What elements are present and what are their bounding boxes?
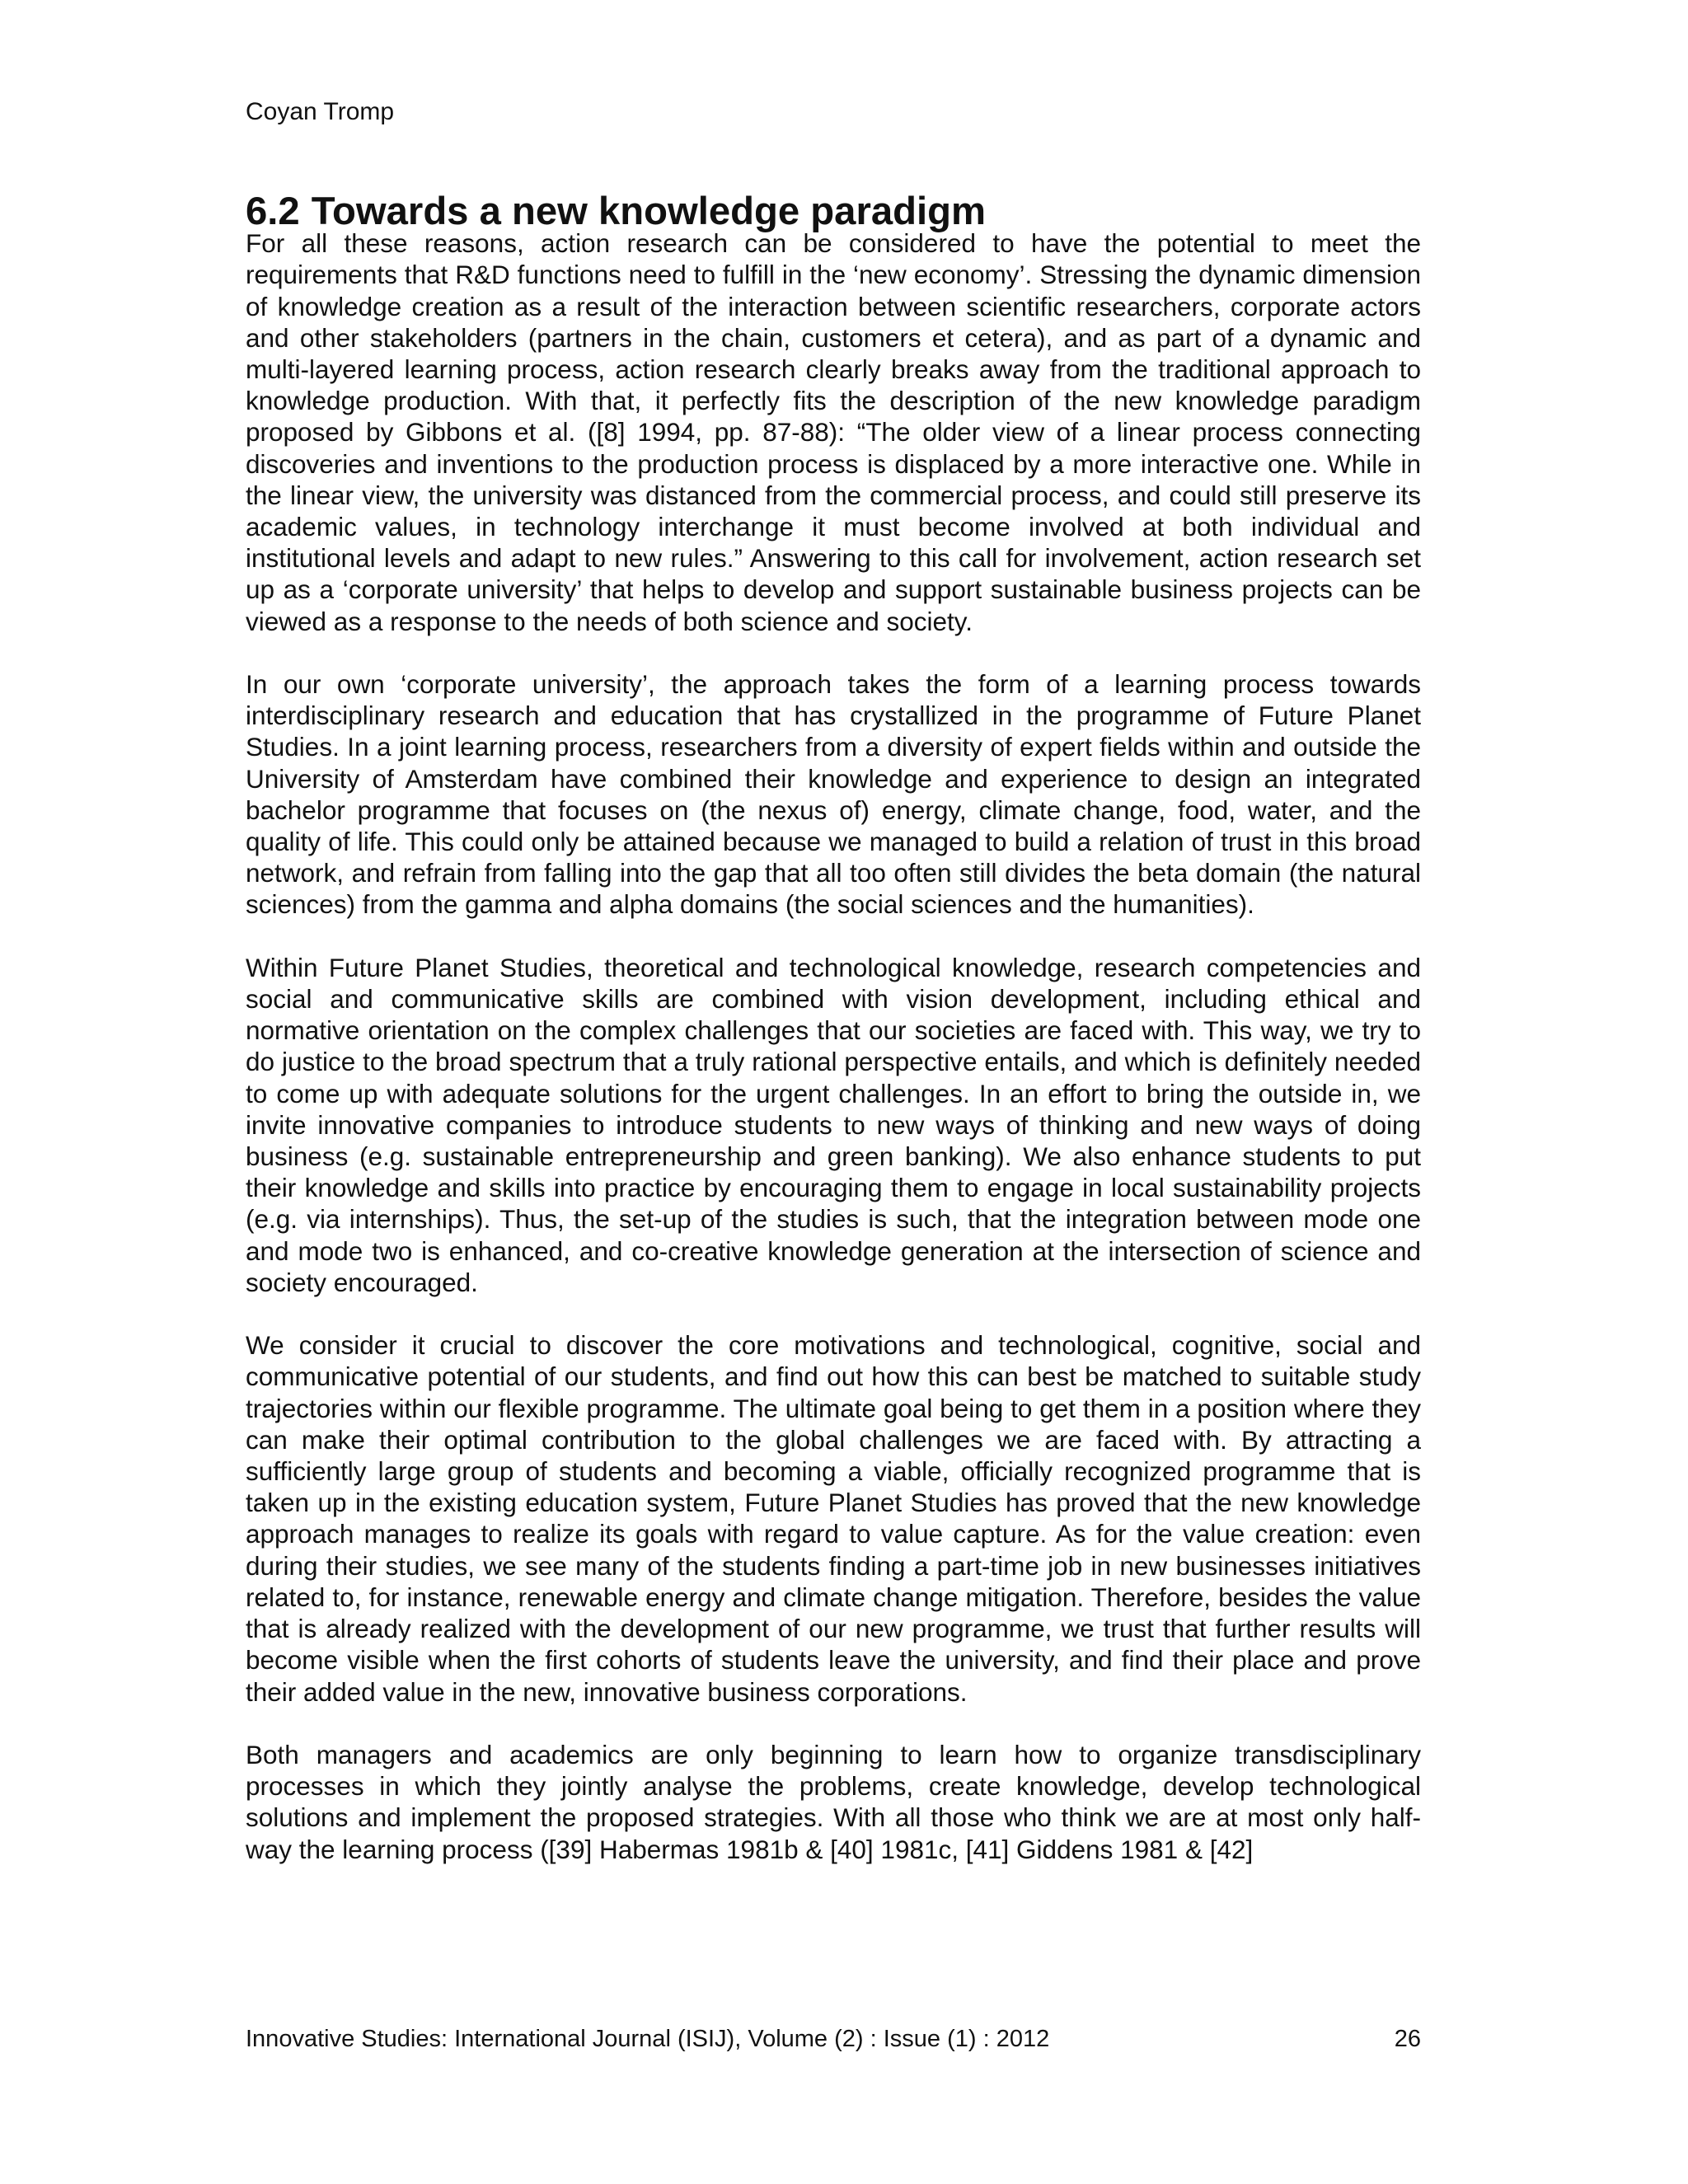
article-body bbox=[246, 190, 1421, 1896]
section-heading bbox=[246, 190, 1421, 233]
paragraph: Both managers and academics are only beginning to learn how to organize transdisciplinary processes in which they jointly analyse the problems, create knowledge, develop technological solutions and implement the proposed strategies. With all those who think we are at most only half-way the learning process ([39] Habermas 1981b & [40] 1981c, [41] Giddens 1981 & [42] bbox=[246, 1739, 1421, 1864]
page-footer bbox=[246, 2024, 1421, 2054]
paragraph: Within Future Planet Studies, theoretical and technological knowledge, research competencies and social and communicative skills are combined with vision development, including ethical and normative orientation on the complex challenges that our societies are faced with. This way, we try to do justice to the broad spectrum that a truly rational perspective entails, and which is definitely needed to come up with adequate solutions for the urgent challenges. In an effort to bring the outside in, we invite innovative companies to introduce students to new ways of thinking and new ways of doing business (e.g. sustainable entrepreneurship and green banking). We also enhance students to put their knowledge and skills into practice by encouraging them to engage in local sustainability projects (e.g. via internships). Thus, the set-up of the studies is such, that the integration between mode one and mode two is enhanced, and co-creative knowledge generation at the intersection of science and society encouraged. bbox=[246, 952, 1421, 1297]
running-header bbox=[246, 96, 394, 128]
paragraph: We consider it crucial to discover the core motivations and technological, cognitive, social and communicative potential of our students, and find out how this can best be matched to suitable study trajectories within our flexible programme. The ultimate goal being to get them in a position where they can make their optimal contribution to the global challenges we are faced with. By attracting a sufficiently large group of students and becoming a viable, officially recognized programme that is taken up in the existing education system, Future Planet Studies has proved that the new knowledge approach manages to realize its goals with regard to value capture. As for the value creation: even during their studies, we see many of the students finding a part-time job in new businesses initiatives related to, for instance, renewable energy and climate change mitigation. Therefore, besides the value that is already realized with the development of our new programme, we trust that further results will become visible when the first cohorts of students leave the university, and find their place and prove their added value in the new, innovative business corporations. bbox=[246, 1330, 1421, 1707]
page-number: 26 bbox=[1394, 2026, 1421, 2052]
section-number: 6.2 bbox=[246, 190, 300, 233]
header-author: Coyan Tromp bbox=[246, 98, 395, 125]
paragraph: In our own ‘corporate university’, the approach takes the form of a learning process towards interdisciplinary research and education that has crystallized in the programme of Future Planet Studies. In a joint learning process, researchers from a diversity of expert fields within and outside the University of Amsterdam have combined their knowledge and experience to design an integrated bachelor programme that focuses on (the nexus of) energy, climate change, food, water, and the quality of life. This could only be attained because we managed to build a relation of trust in this broad network, and refrain from falling into the gap that all too often still divides the beta domain (the natural sciences) from the gamma and alpha domains (the social sciences and the humanities). bbox=[246, 669, 1421, 920]
paragraph: For all these reasons, action research can be considered to have the potential to meet the requirements that R&D functions need to fulfill in the ‘new economy’. Stressing the dynamic dimension of knowledge creation as a result of the interaction between scientific researchers, corporate actors and other stakeholders (partners in the chain, customers et cetera), and as part of a dynamic and multi-layered learning process, action research clearly breaks away from the traditional approach to knowledge production. With that, it perfectly fits the description of the new knowledge paradigm proposed by Gibbons et al. ([8] 1994, pp. 87-88): “The older view of a linear process connecting discoveries and inventions to the production process is displaced by a more interactive one. While in the linear view, the university was distanced from the commercial process, and could still preserve its academic values, in technology interchange it must become involved at both individual and institutional levels and adapt to new rules.” Answering to this call for involvement, action research set up as a ‘corporate university’ that helps to develop and support sustainable business projects can be viewed as a response to the needs of both science and society. bbox=[246, 228, 1421, 636]
footer-journal: Innovative Studies: International Journal (ISIJ), Volume (2) : Issue (1) : 2012 bbox=[246, 2026, 1050, 2052]
section-title: Towards a new knowledge paradigm bbox=[311, 190, 986, 233]
